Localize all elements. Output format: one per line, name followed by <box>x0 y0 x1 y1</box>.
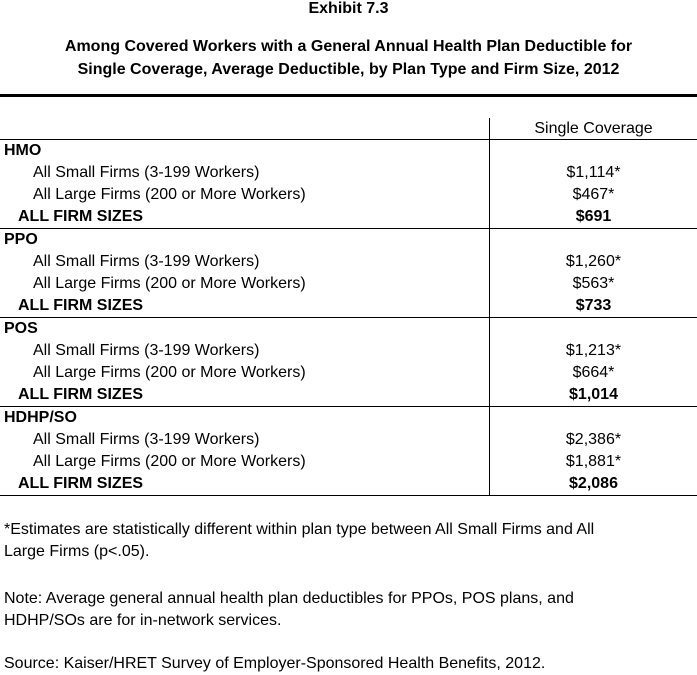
table-row <box>0 362 697 384</box>
row-label: All Small Firms (3-199 Workers) <box>33 342 260 359</box>
exhibit-title <box>0 35 697 81</box>
note-line-1: Note: Average general annual health plan deductibles for PPOs, POS plans, and <box>4 590 574 607</box>
table-row <box>0 273 697 295</box>
section-label: HMO <box>4 142 42 159</box>
row-label: All Large Firms (200 or More Workers) <box>33 186 306 203</box>
row-label: All Large Firms (200 or More Workers) <box>33 453 306 470</box>
title-line-2: Single Coverage, Average Deductible, by Plan Type and Firm Size, 2012 <box>77 61 620 78</box>
table-row <box>0 251 697 273</box>
total-row <box>0 295 697 317</box>
note-line-2: HDHP/SOs are for in-network services. <box>4 612 282 629</box>
section-row-ppo <box>0 229 697 251</box>
source-note: Source: Kaiser/HRET Survey of Employer-Sponsored Health Benefits, 2012. <box>4 655 546 672</box>
title-line-1: Among Covered Workers with a General Annual Health Plan Deductible for <box>64 38 633 55</box>
column-header-single-coverage: Single Coverage <box>534 120 653 137</box>
row-value: $2,386* <box>565 431 622 448</box>
table-row <box>0 340 697 362</box>
table-row <box>0 162 697 184</box>
row-value: $1,014 <box>569 386 618 403</box>
exhibit-number: Exhibit 7.3 <box>308 0 389 17</box>
note <box>4 588 694 632</box>
row-value: $2,086 <box>569 475 618 492</box>
row-label: All Small Firms (3-199 Workers) <box>33 431 260 448</box>
table-row <box>0 184 697 206</box>
row-label: ALL FIRM SIZES <box>18 386 144 403</box>
section-row-hmo <box>0 140 697 162</box>
section-label: PPO <box>4 231 38 248</box>
row-label: ALL FIRM SIZES <box>18 475 144 492</box>
section-label: HDHP/SO <box>4 409 77 426</box>
row-label: All Large Firms (200 or More Workers) <box>33 275 306 292</box>
title-divider <box>0 94 697 97</box>
row-value: $1,881* <box>565 453 622 470</box>
table-row <box>0 451 697 473</box>
row-label: ALL FIRM SIZES <box>18 208 144 225</box>
section-row-pos <box>0 318 697 340</box>
row-label: All Large Firms (200 or More Workers) <box>33 364 306 381</box>
row-value: $664* <box>572 364 615 381</box>
row-label: All Small Firms (3-199 Workers) <box>33 164 260 181</box>
section-row-hdhp-so <box>0 407 697 429</box>
row-value: $1,260* <box>565 253 622 270</box>
total-row <box>0 206 697 228</box>
row-value: $467* <box>572 186 615 203</box>
footnote <box>4 519 694 563</box>
footnote-line-1: *Estimates are statistically different within plan type between All Small Firms and All <box>4 521 595 538</box>
row-label: ALL FIRM SIZES <box>18 297 144 314</box>
row-value: $1,213* <box>565 342 622 359</box>
row-value: $691 <box>575 208 612 225</box>
row-value: $1,114* <box>566 164 621 181</box>
row-value: $733 <box>575 297 612 314</box>
table-row <box>0 429 697 451</box>
total-row <box>0 384 697 406</box>
table-bottom-rule <box>0 495 697 496</box>
footnote-line-2: Large Firms (p<.05). <box>4 543 150 560</box>
row-value: $563* <box>572 275 615 292</box>
section-label: POS <box>4 320 38 337</box>
row-label: All Small Firms (3-199 Workers) <box>33 253 260 270</box>
total-row <box>0 473 697 495</box>
